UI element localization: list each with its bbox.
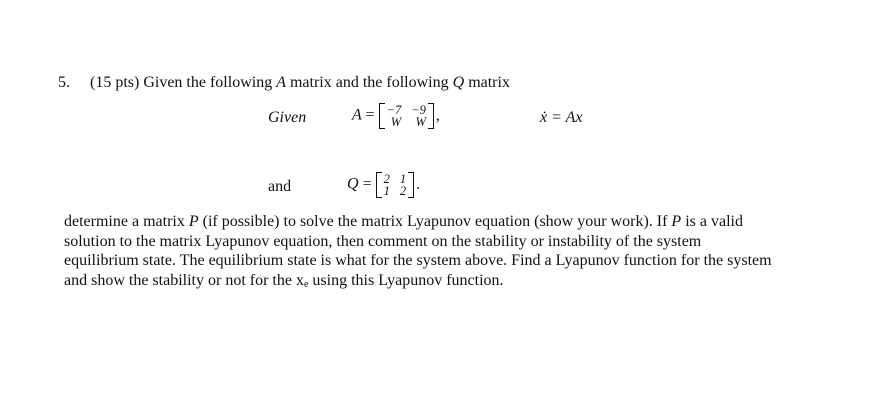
line1-var-p: P: [188, 213, 199, 230]
line1-text-a: determine a matrix: [64, 213, 189, 230]
line1-text-c: is a valid: [681, 213, 743, 230]
matrix-a-equation: [352, 103, 440, 129]
header-prefix: Given the following: [143, 74, 273, 91]
matrix-a-comma: ,: [435, 106, 440, 124]
matrix-q-cell: 1: [399, 172, 407, 186]
matrix-a-right-bracket: [428, 103, 434, 129]
matrix-a-cell: W: [415, 115, 426, 129]
paragraph-line-2: solution to the matrix Lyapunov equation, then comment on the stability or instability of the system: [64, 232, 702, 250]
matrix-a: [379, 103, 434, 129]
matrix-a-cell: W: [390, 115, 402, 129]
matrix-a-cell: −7: [386, 103, 402, 117]
line1-text-b: (if possible) to solve the matrix Lyapunov equation (show your work). If: [198, 213, 672, 230]
paragraph-line-3: equilibrium state. The equilibrium state is what for the system above. Find a Lyapunov function for the system: [64, 252, 772, 269]
matrix-a-lhs: A: [352, 106, 362, 124]
matrix-q-right-bracket: [408, 172, 414, 198]
matrix-a-cell: −9: [411, 103, 426, 117]
line4-text-a: and show the stability or not for the x: [64, 271, 304, 289]
question-header: [90, 74, 510, 92]
paragraph-line-1: [64, 212, 824, 232]
line1-var-p2: P: [671, 213, 682, 230]
header-suffix: matrix: [468, 74, 510, 91]
state-equation: ẋ = Ax: [540, 109, 583, 126]
matrix-q-lhs: Q: [347, 175, 359, 193]
matrix-q-equation: [347, 172, 420, 198]
header-var-a: A: [276, 74, 286, 91]
matrix-q-cell: 2: [399, 184, 407, 198]
paragraph-line-4: [64, 271, 824, 295]
matrix-q-cell: 2: [383, 172, 390, 186]
matrix-q-cell: 1: [383, 184, 390, 198]
matrix-a-cells: [385, 104, 428, 128]
and-label: and: [268, 178, 292, 195]
line4-text-b: using this Lyapunov function.: [308, 271, 504, 289]
problem-paragraph: [64, 212, 824, 294]
header-mid: matrix and the following: [289, 74, 449, 91]
matrix-q-period: .: [416, 175, 421, 193]
matrix-q: [376, 172, 415, 198]
matrix-q-equals: =: [362, 175, 372, 193]
matrix-q-cells: [382, 173, 409, 197]
question-number: 5.: [58, 74, 70, 91]
given-label: Given: [268, 109, 307, 126]
matrix-a-equals: =: [365, 106, 375, 124]
header-var-q: Q: [452, 74, 465, 91]
question-points: (15 pts): [90, 74, 140, 91]
line4-subscript-e: e: [303, 278, 309, 290]
